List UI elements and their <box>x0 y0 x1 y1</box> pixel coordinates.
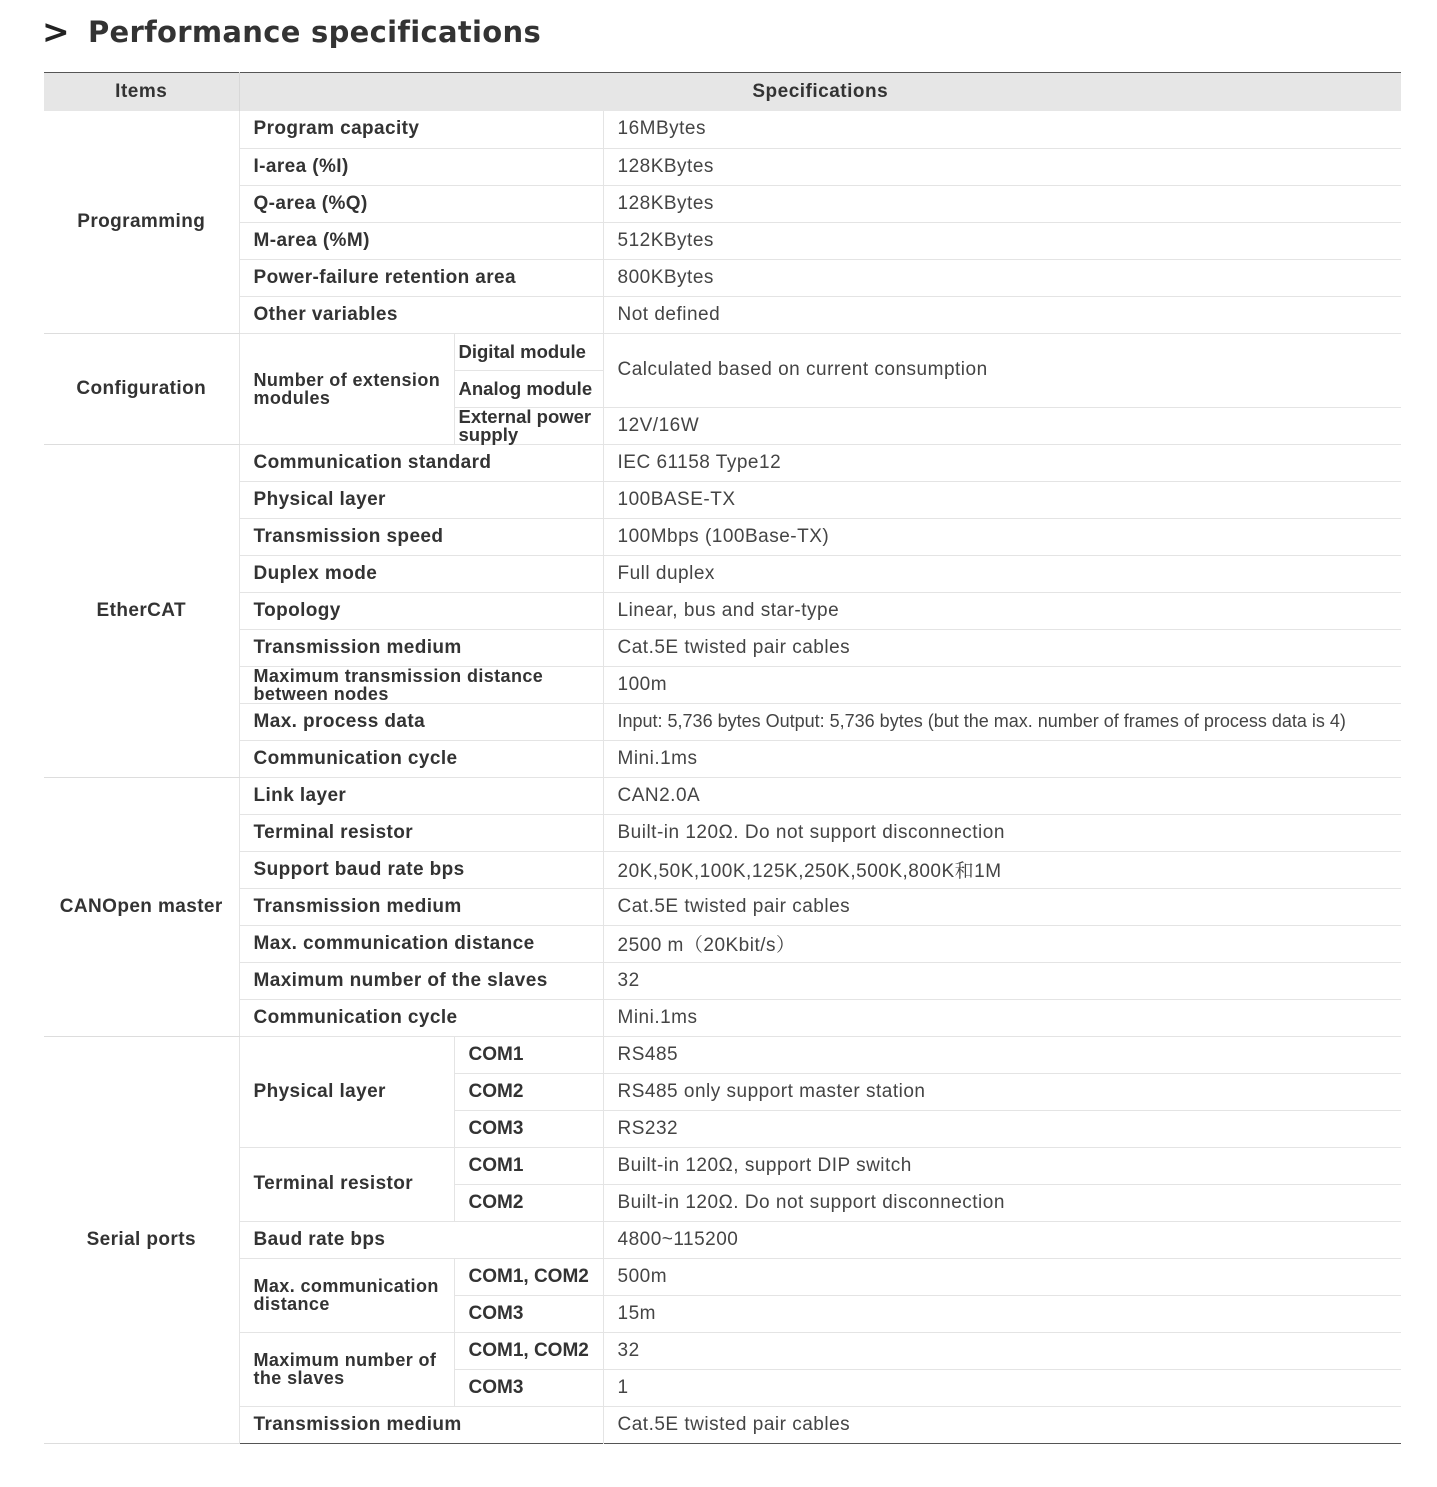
sub-item-label: COM1 <box>454 1036 603 1073</box>
item-label: Communication cycle <box>239 999 603 1036</box>
spec-value: 500m <box>603 1258 1401 1295</box>
spec-value: RS485 <box>603 1036 1401 1073</box>
sub-item-label: COM1, COM2 <box>454 1258 603 1295</box>
spec-value: 128KBytes <box>603 185 1401 222</box>
spec-value: 4800~115200 <box>603 1221 1401 1258</box>
item-label: Baud rate bps <box>239 1221 603 1258</box>
table-header-row <box>44 73 1401 112</box>
spec-value: 20K,50K,100K,125K,250K,500K,800K和1M <box>603 851 1401 888</box>
table-row <box>44 703 1401 740</box>
spec-value: CAN2.0A <box>603 777 1401 814</box>
item-label: Duplex mode <box>239 555 603 592</box>
item-label: Physical layer <box>239 1036 454 1147</box>
sub-item-label: COM3 <box>454 1369 603 1406</box>
item-label: Transmission medium <box>239 888 603 925</box>
spec-value: Not defined <box>603 296 1401 333</box>
table-row <box>44 111 1401 148</box>
group-serial-ports: Serial ports <box>44 1036 239 1443</box>
spec-value: 100BASE-TX <box>603 481 1401 518</box>
item-label: Q-area (%Q) <box>239 185 603 222</box>
item-label: Maximum number of the slaves <box>239 1332 454 1406</box>
table-row <box>44 148 1401 185</box>
table-row <box>44 851 1401 888</box>
table-row <box>44 1147 1401 1184</box>
item-label: Maximum number of the slaves <box>239 962 603 999</box>
spec-value: Full duplex <box>603 555 1401 592</box>
table-row <box>44 666 1401 703</box>
item-label: Physical layer <box>239 481 603 518</box>
spec-value: RS485 only support master station <box>603 1073 1401 1110</box>
table-row <box>44 222 1401 259</box>
spec-value: Mini.1ms <box>603 740 1401 777</box>
item-label: Maximum transmission distance between nodes <box>239 666 603 703</box>
table-row <box>44 185 1401 222</box>
table-row <box>44 296 1401 333</box>
item-label: Max. communication distance <box>239 1258 454 1332</box>
spec-value: 100m <box>603 666 1401 703</box>
item-label: Program capacity <box>239 111 603 148</box>
spec-value: 15m <box>603 1295 1401 1332</box>
table-row <box>44 888 1401 925</box>
group-ethercat: EtherCAT <box>44 444 239 777</box>
spec-value: Cat.5E twisted pair cables <box>603 888 1401 925</box>
spec-value: 2500 m（20Kbit/s） <box>603 925 1401 962</box>
spec-value: 800KBytes <box>603 259 1401 296</box>
item-label: Topology <box>239 592 603 629</box>
table-row <box>44 777 1401 814</box>
item-label: I-area (%I) <box>239 148 603 185</box>
sub-item-label: Digital module <box>454 333 603 370</box>
spec-value: Linear, bus and star-type <box>603 592 1401 629</box>
item-label: Transmission medium <box>239 1406 603 1443</box>
table-row <box>44 1221 1401 1258</box>
table-row <box>44 481 1401 518</box>
item-label: M-area (%M) <box>239 222 603 259</box>
item-label: Max. process data <box>239 703 603 740</box>
table-row <box>44 814 1401 851</box>
spec-value: Built-in 120Ω. Do not support disconnection <box>603 1184 1401 1221</box>
item-label: Communication cycle <box>239 740 603 777</box>
item-label: Link layer <box>239 777 603 814</box>
item-label: Terminal resistor <box>239 814 603 851</box>
item-label: Transmission medium <box>239 629 603 666</box>
spec-value: 16MBytes <box>603 111 1401 148</box>
table-row <box>44 592 1401 629</box>
spec-value: Input: 5,736 bytes Output: 5,736 bytes (but the max. number of frames of process data is 4) <box>603 703 1401 740</box>
spec-table <box>44 72 1401 1444</box>
spec-value: IEC 61158 Type12 <box>603 444 1401 481</box>
table-row <box>44 925 1401 962</box>
table-row <box>44 444 1401 481</box>
spec-value: 1 <box>603 1369 1401 1406</box>
sub-item-label: External power supply <box>454 407 603 444</box>
spec-value: Cat.5E twisted pair cables <box>603 1406 1401 1443</box>
table-row <box>44 555 1401 592</box>
table-row <box>44 518 1401 555</box>
spec-value: RS232 <box>603 1110 1401 1147</box>
table-row <box>44 333 1401 370</box>
table-row <box>44 962 1401 999</box>
spec-value: Built-in 120Ω, support DIP switch <box>603 1147 1401 1184</box>
table-row <box>44 1332 1401 1369</box>
group-canopen-master: CANOpen master <box>44 777 239 1036</box>
group-configuration: Configuration <box>44 333 239 444</box>
sub-item-label: COM3 <box>454 1295 603 1332</box>
table-row <box>44 999 1401 1036</box>
table-row <box>44 740 1401 777</box>
sub-item-label: COM1 <box>454 1147 603 1184</box>
group-programming: Programming <box>44 111 239 333</box>
header-specifications: Specifications <box>239 73 1401 112</box>
item-label: Max. communication distance <box>239 925 603 962</box>
item-label: Communication standard <box>239 444 603 481</box>
table-row <box>44 1036 1401 1073</box>
item-label: Terminal resistor <box>239 1147 454 1221</box>
table-row <box>44 259 1401 296</box>
spec-value: 512KBytes <box>603 222 1401 259</box>
spec-value: Built-in 120Ω. Do not support disconnection <box>603 814 1401 851</box>
spec-value: 32 <box>603 1332 1401 1369</box>
section-title: Performance specifications <box>88 15 542 49</box>
sub-item-label: Analog module <box>454 370 603 407</box>
spec-value: 100Mbps (100Base-TX) <box>603 518 1401 555</box>
table-row <box>44 1258 1401 1295</box>
sub-item-label: COM2 <box>454 1073 603 1110</box>
item-label: Number of extension modules <box>239 333 454 444</box>
spec-value: 12V/16W <box>603 407 1401 444</box>
item-label: Support baud rate bps <box>239 851 603 888</box>
item-label: Other variables <box>239 296 603 333</box>
table-row <box>44 629 1401 666</box>
spec-value: Cat.5E twisted pair cables <box>603 629 1401 666</box>
section-heading <box>42 10 541 54</box>
header-items: Items <box>44 73 239 112</box>
spec-value: 32 <box>603 962 1401 999</box>
spec-value: Calculated based on current consumption <box>603 333 1401 407</box>
sub-item-label: COM1, COM2 <box>454 1332 603 1369</box>
table-row <box>44 1406 1401 1443</box>
spec-value: Mini.1ms <box>603 999 1401 1036</box>
sub-item-label: COM2 <box>454 1184 603 1221</box>
item-label: Transmission speed <box>239 518 603 555</box>
item-label: Power-failure retention area <box>239 259 603 296</box>
chevron-right-icon: > <box>42 12 70 51</box>
spec-value: 128KBytes <box>603 148 1401 185</box>
sub-item-label: COM3 <box>454 1110 603 1147</box>
